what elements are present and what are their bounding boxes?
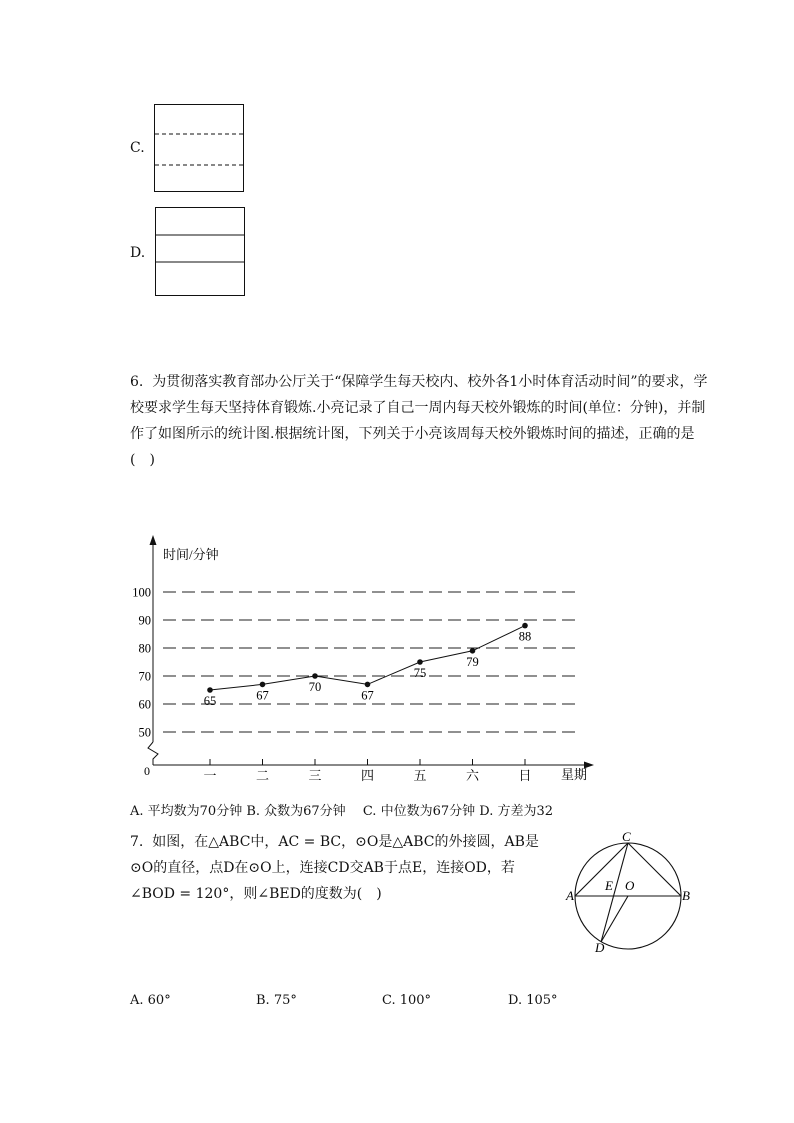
y-tick-label-60: 60: [138, 697, 151, 712]
x-tick-label-0: 一: [203, 768, 217, 783]
origin-label: 0: [144, 764, 150, 778]
x-tick-label-6: 日: [518, 768, 532, 783]
data-label-4: 75: [413, 666, 427, 680]
question-6-text: 为贯彻落实教育部办公厅关于“保障学生每天校内、校外各1小时体育活动时间”的要求，学校要求学生每天坚持体育锻炼.小亮记录了自己一周内每天校外锻炼的时间(单位：分钟)，并制作了如图所示的统计图.根据统计图，下列关于小亮该周每天校外锻炼时间的描述，正确的是( ): [130, 374, 708, 468]
x-tick-label-3: 四: [360, 768, 375, 783]
data-point-5: [470, 648, 476, 654]
data-label-5: 79: [466, 654, 479, 669]
exercise-time-chart: [120, 535, 600, 785]
circle-figure: [560, 826, 700, 958]
question-6-number: 6.: [130, 374, 144, 390]
question-7-text: 如图，在△ABC中，AC = BC，⊙O是△ABC的外接圆，AB是⊙O的直径，点D在⊙O上，连接CD交AB于点E，连接OD，若∠BOD = 120°，则∠BED的度数为( ): [130, 834, 539, 902]
label-a: A: [566, 888, 574, 903]
y-tick-label-50: 50: [138, 725, 151, 740]
question-7-choice-c: C. 100°: [382, 993, 432, 1008]
data-point-3: [365, 682, 371, 688]
data-label-2: 70: [308, 680, 322, 694]
x-tick-label-4: 五: [413, 768, 427, 783]
x-tick-label-1: 二: [255, 768, 270, 783]
axis-break: [148, 742, 158, 765]
label-o: O: [625, 878, 635, 893]
segment-od: [601, 896, 628, 942]
data-point-6: [522, 623, 528, 629]
y-tick-label-90: 90: [138, 613, 151, 628]
data-label-6: 88: [518, 629, 532, 644]
data-label-3: 67: [361, 688, 374, 703]
option-d-figure: [150, 203, 250, 299]
segment-ac: [575, 843, 628, 896]
x-tick-label-2: 三: [308, 768, 322, 783]
question-7-number: 7.: [130, 834, 144, 850]
label-b: B: [682, 888, 690, 903]
question-7-choice-b: B. 75°: [256, 993, 297, 1008]
data-point-0: [207, 687, 213, 693]
y-tick-label-80: 80: [138, 641, 151, 656]
question-7-choice-a: A. 60°: [130, 993, 171, 1008]
label-c: C: [622, 829, 631, 844]
data-label-1: 67: [256, 688, 269, 703]
label-e: E: [605, 878, 613, 893]
option-d-label: D.: [130, 245, 146, 261]
y-axis-title: 时间/分钟: [163, 547, 219, 562]
data-point-4: [417, 659, 423, 665]
option-c-label: C.: [130, 140, 145, 156]
data-point-2: [312, 673, 318, 679]
y-tick-label-100: 100: [132, 585, 151, 600]
segment-bc: [628, 843, 681, 896]
question-6-choices: A. 平均数为70分钟 B. 众数为67分钟 C. 中位数为67分钟 D. 方差为32: [130, 804, 554, 819]
question-6: [130, 369, 710, 473]
x-tick-label-5: 六: [465, 768, 480, 783]
y-tick-label-70: 70: [138, 669, 151, 684]
y-axis-arrow: [150, 535, 157, 545]
data-point-1: [260, 682, 266, 688]
data-label-0: 65: [203, 694, 217, 708]
option-c-figure: [150, 100, 250, 196]
x-axis-title: 星期: [561, 767, 588, 782]
label-d: D: [595, 940, 605, 955]
question-7: [130, 829, 555, 907]
question-7-choice-d: D. 105°: [508, 993, 558, 1008]
